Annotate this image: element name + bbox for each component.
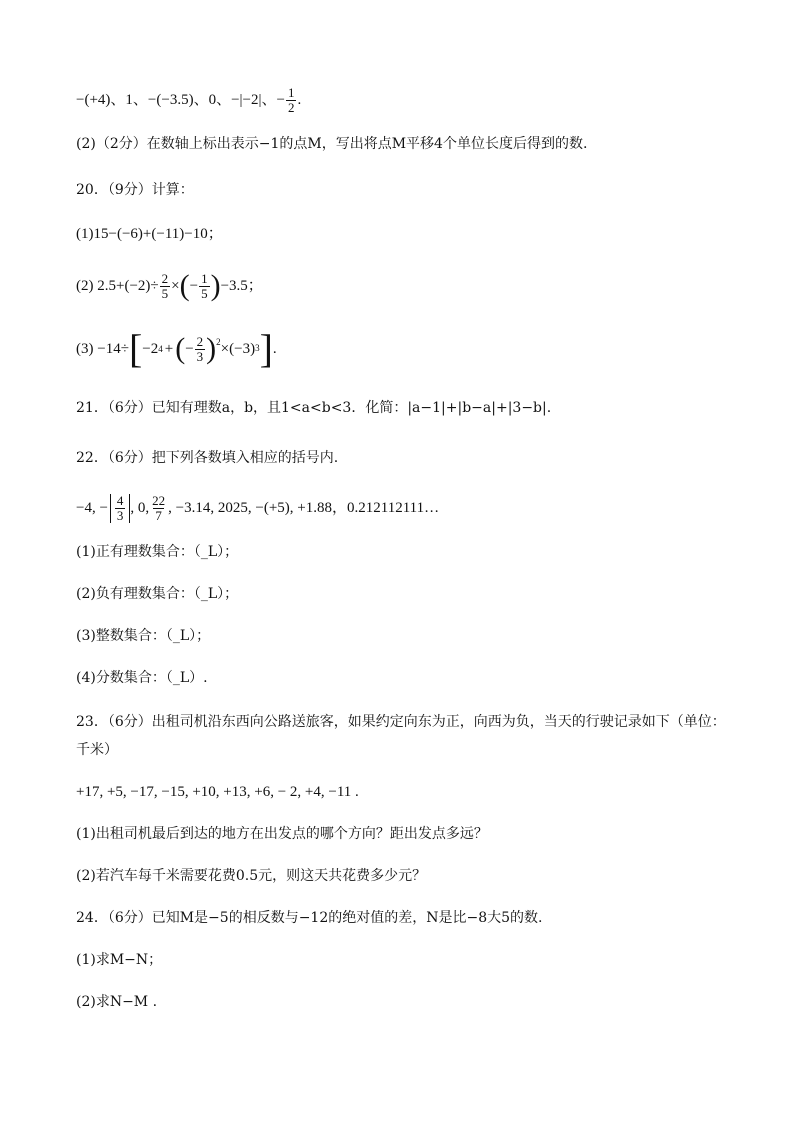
question-23-part-2: (2)若汽车每千米需要花费0.5元，则这天共花费多少元？	[76, 868, 427, 884]
question-24-part-2: (2)求N−M .	[76, 994, 158, 1010]
plus-sign: +	[164, 341, 174, 357]
question-20-part-2	[76, 268, 263, 304]
question-24-header: 24．（6分）已知M是−5的相反数与−12的绝对值的差，N是比−8大5的数.	[76, 910, 543, 926]
right-paren: )	[210, 269, 221, 302]
question-22-header: 22．（6分）把下列各数填入相应的括号内.	[76, 450, 339, 466]
fraction-numerator: 2	[196, 333, 204, 349]
question-20-part-3	[76, 326, 277, 372]
times-term: ×(−3)	[220, 341, 256, 357]
fraction-denominator: 2	[287, 100, 295, 115]
question-23-part-1: (1)出租司机最后到达的地方在出发点的哪个方向？距出发点多远？	[76, 826, 488, 842]
expr-prefix: (2) 2.5+(−2)÷	[76, 278, 159, 294]
fraction-denominator: 7	[155, 507, 162, 523]
left-paren: (	[175, 332, 186, 365]
numbers-part: , 0,	[130, 500, 150, 516]
number-list-line	[76, 86, 301, 115]
negative-sign: −	[189, 278, 199, 294]
fraction-denominator: 3	[196, 348, 204, 364]
number-list-text: −(+4)、1、−(−3.5)、0、−|−2|、−	[76, 91, 285, 108]
fraction	[150, 494, 167, 523]
power-base: −2	[142, 341, 159, 357]
fraction-denominator: 5	[161, 285, 169, 301]
question-23-line-1: 23．（6分）出租司机沿东西向公路送旅客，如果约定向东为正，向西为负，当天的行驶记录如下（单位：	[76, 714, 726, 730]
exponent: 2	[216, 337, 221, 347]
exponent: 3	[255, 343, 260, 353]
right-bracket: ]	[259, 326, 273, 371]
fraction-numerator: 22	[152, 492, 166, 508]
question-22-set-2: (2)负有理数集合：（_L）；	[76, 586, 239, 602]
fraction	[199, 272, 210, 301]
fraction-denominator: 5	[201, 285, 208, 301]
fraction	[286, 86, 297, 115]
fraction	[160, 272, 171, 301]
absolute-value	[110, 494, 131, 523]
exponent: 4	[158, 344, 163, 354]
question-21: 21．（6分）已知有理数a，b，且1<a<b<3．化简：|a−1|+|b−a|+|3−b|.	[76, 400, 552, 416]
fraction-numerator: 2	[161, 270, 169, 286]
times-sign: ×	[171, 278, 180, 294]
question-20-header: 20．（9分）计算：	[76, 182, 194, 198]
numbers-part: , −3.14, 2025, −(+5), +1.88，0.212112111…	[168, 500, 440, 516]
expr-prefix: (3) −14÷	[76, 341, 129, 357]
fraction	[115, 494, 126, 523]
question-22-numbers	[76, 490, 439, 526]
line-end: .	[297, 91, 302, 108]
right-paren: )	[206, 332, 217, 365]
question-19-part-2: (2)（2分）在数轴上标出表示−1的点M，写出将点M平移4个单位长度后得到的数.	[76, 136, 588, 152]
expr-suffix: −3.5；	[220, 278, 263, 294]
numbers-part: −4, −	[76, 500, 108, 516]
left-paren: (	[179, 269, 190, 302]
line-end: .	[272, 341, 277, 357]
fraction-numerator: 4	[116, 492, 124, 508]
question-20-part-1: (1)15−(−6)+(−11)−10；	[76, 226, 223, 242]
question-23-data: +17, +5, −17, −15, +10, +13, +6, − 2, +4, −11 .	[76, 784, 359, 800]
question-24-part-1: (1)求M−N；	[76, 952, 163, 968]
question-22-set-1: (1)正有理数集合：（_L）；	[76, 544, 239, 560]
fraction-numerator: 1	[201, 270, 208, 286]
left-bracket: [	[128, 326, 143, 371]
fraction-numerator: 1	[287, 85, 295, 100]
fraction-denominator: 3	[116, 507, 124, 523]
question-23-line-2: 千米）	[76, 742, 118, 758]
question-22-set-3: (3)整数集合：（_L）；	[76, 628, 211, 644]
fraction	[195, 335, 206, 364]
question-22-set-4: (4)分数集合：（_L）.	[76, 670, 208, 686]
negative-sign: −	[185, 341, 194, 357]
